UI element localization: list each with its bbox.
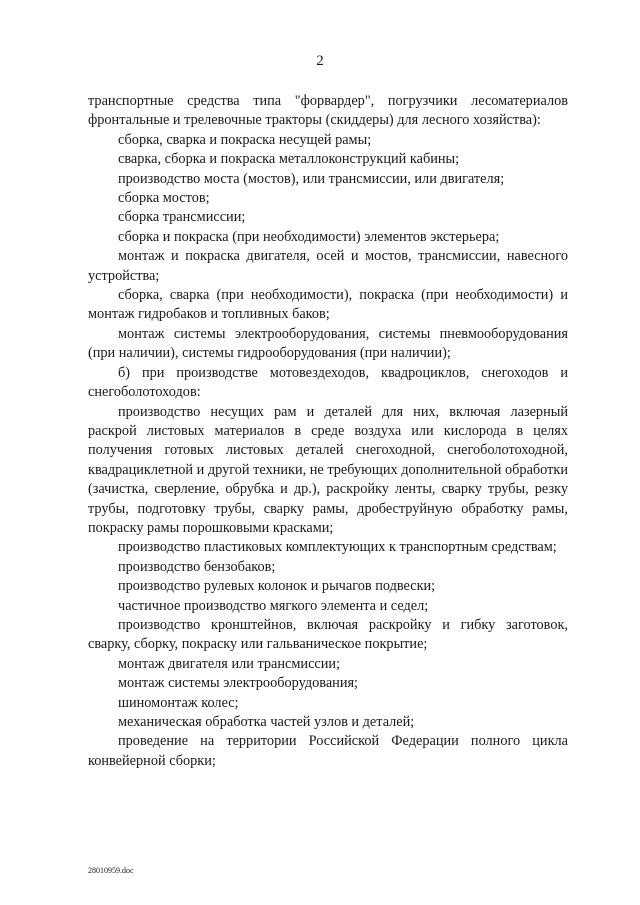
- paragraph-5: сборка мостов;: [118, 190, 210, 207]
- paragraph-15: производство рулевых колонок и рычагов подвески;: [118, 578, 436, 595]
- paragraph-4: производство моста (мостов), или трансмиссии, или двигателя;: [118, 170, 505, 187]
- paragraph-14: производство бензобаков;: [118, 558, 276, 575]
- paragraph-20: шиномонтаж колес;: [118, 694, 239, 711]
- paragraph-17: производство кронштейнов, включая раскройку и гибку заготовок, сварку, сборку, покраску или гальваническое покрытие;: [88, 616, 568, 653]
- document-body: [88, 92, 568, 771]
- footer-file-code: 28010959.doc: [88, 866, 134, 875]
- paragraph-13: производство пластиковых комплектующих к транспортным средствам;: [118, 539, 557, 556]
- paragraph-18: монтаж двигателя или трансмиссии;: [118, 655, 341, 672]
- paragraph-12: производство несущих рам и деталей для них, включая лазерный раскрой листовых материалов в среде воздуха или кислорода в целях получения готовых листовых деталей снегоходной, снегоболотоходной, квадрациклетной и другой техники, не требующих дополнительной обработки (зачистка, сверление, обрубка и др.), раскройку ленты, сварку трубы, резку трубы, подготовку трубы, сварку рамы, дробеструйную обработку рамы, покраску рамы порошковыми красками;: [88, 403, 568, 536]
- paragraph-7: сборка и покраска (при необходимости) элементов экстерьера;: [118, 228, 500, 245]
- paragraph-3: сварка, сборка и покраска металлоконструкций кабины;: [118, 151, 460, 168]
- paragraph-10: монтаж системы электрооборудования, системы пневмооборудования (при наличии), системы гидрооборудования (при наличии);: [88, 325, 568, 362]
- paragraph-8: монтаж и покраска двигателя, осей и мостов, трансмиссии, навесного устройства;: [88, 248, 568, 284]
- paragraph-6: сборка трансмиссии;: [118, 209, 246, 226]
- paragraph-9: сборка, сварка (при необходимости), покраска (при необходимости) и монтаж гидробаков и топливных баков;: [88, 287, 568, 323]
- paragraph-22: проведение на территории Российской Федерации полного цикла конвейерной сборки;: [88, 733, 568, 769]
- paragraph-11: б) при производстве мотовездеходов, квадроциклов, снегоходов и снегоболотоходов:: [88, 364, 568, 401]
- paragraph-2: сборка, сварка и покраска несущей рамы;: [118, 131, 372, 148]
- paragraph-1: транспортные средства типа "форвардер", погрузчики лесоматериалов фронтальные и трелевочные тракторы (скиддеры) для лесного хозяйства):: [88, 93, 568, 129]
- paragraph-21: механическая обработка частей узлов и деталей;: [118, 714, 415, 730]
- paragraph-16: частичное производство мягкого элемента и седел;: [118, 597, 429, 614]
- paragraph-19: монтаж системы электрооборудования;: [118, 675, 359, 692]
- page-number: 2: [316, 53, 324, 69]
